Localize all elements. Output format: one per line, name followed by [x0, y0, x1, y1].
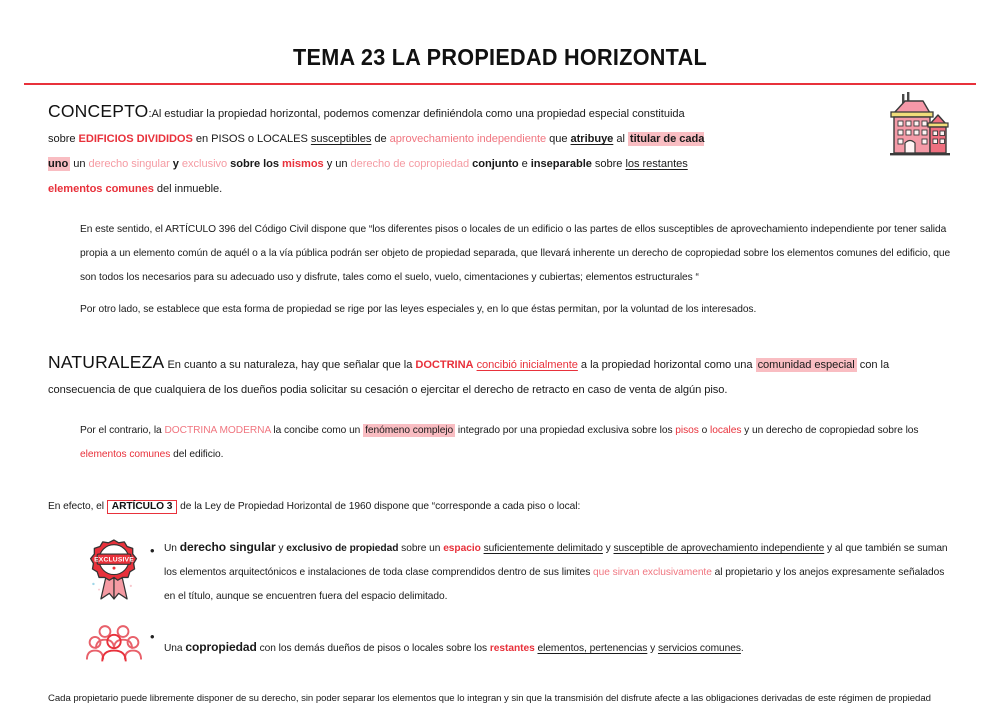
moderna-text-c: integrado por una propiedad exclusiva sobre los: [455, 425, 676, 437]
concepto-text-n: del inmueble.: [153, 183, 223, 196]
concepto-colon: :: [148, 108, 152, 121]
concepto-restantes: los restantes: [625, 158, 688, 171]
naturaleza-comunidad-especial: comunidad especial: [757, 359, 855, 372]
moderna-text-b: la concibe como un: [270, 425, 364, 437]
b2-elementos-pertenencias: elementos, pertenencias: [537, 643, 648, 655]
b2-text-b: con los demás dueños de pisos o locales sobre los: [256, 643, 490, 655]
section-concepto: [48, 99, 952, 202]
moderna-text-e: y un derecho de copropiedad sobre los: [741, 425, 919, 437]
concepto-heading: CONCEPTO: [48, 101, 149, 122]
moderna-pisos: pisos: [675, 425, 699, 437]
bullet-text-2: [164, 621, 952, 661]
b1-text-e: y: [602, 543, 614, 555]
quote-articulo-396: En este sentido, el ARTÍCULO 396 del Código Civil dispone que “los diferentes pisos o locales de un edificio o las partes de ellos susceptibles de aprovechamiento independiente por tener salida propia a un elemento común de aquél o a la vía pública podrán ser objeto de propiedad separada, que llevará inherente un derecho de copropiedad sobre los elementos comunes del edificio, que son todos los necesarios para su adecuado uso y disfrute, tales como el suelo, vuelo, cimentaciones y cubiertas; elementos estructurales “: [80, 224, 951, 284]
concepto-titular-highlight: titular de cada uno: [48, 133, 705, 171]
section-naturaleza-moderna: [80, 419, 952, 467]
naturaleza-doctrina: DOCTRINA: [415, 359, 474, 372]
concepto-copropiedad: derecho de copropiedad: [350, 158, 470, 171]
concepto-text-d: que: [546, 133, 571, 146]
b2-copropiedad: copropiedad: [185, 640, 257, 655]
b1-text-f: y al que también se suman los elementos arquitectónicos e instalaciones de toda clase comprendidos dentro de sus limites: [164, 543, 948, 579]
list-item: [78, 621, 952, 669]
b2-text-a: Una: [164, 643, 186, 655]
bullet-marker: •: [150, 629, 155, 645]
articulo-text-b: de la Ley de Propiedad Horizontal de 1960 dispone que “corresponde a cada piso o local:: [177, 501, 581, 513]
concepto-text-g: y: [169, 158, 182, 171]
moderna-text-a: Por el contrario, la: [80, 425, 165, 437]
concepto-text-l: sobre: [591, 158, 626, 171]
articulo-3-boxed-label: ARTÍCULO 3: [107, 500, 178, 514]
naturaleza-moderna-paragraph: [80, 419, 952, 467]
b1-text-a: Un: [164, 543, 180, 555]
bullet-text-1: [164, 535, 952, 609]
b1-text-c: sobre un: [398, 543, 444, 555]
b1-exclusivo-propiedad: exclusivo de propiedad: [286, 543, 399, 555]
section-closing: [48, 687, 952, 711]
concepto-text-i: y un: [323, 158, 351, 171]
concepto-text-b: en PISOS o LOCALES: [192, 133, 311, 146]
section-articulo-3: [48, 495, 952, 519]
list-item: [78, 535, 952, 609]
b2-text-d: y: [647, 643, 658, 655]
bullet-1-paragraph: [164, 535, 952, 609]
quote-leyes-especiales: Por otro lado, se establece que esta forma de propiedad se rige por las leyes especiales y, en lo que éstas permitan, por la voluntad de los interesados.: [80, 304, 757, 316]
svg-text:EXCLUSIVE: EXCLUSIVE: [94, 557, 134, 565]
closing-paragraph: Cada propietario puede libremente disponer de su derecho, sin poder separar los elementos que lo integran y sin que la transmisión del disfrute afecte a las obligaciones derivadas de este régimen de propiedad: [48, 693, 931, 705]
concepto-paragraph: [48, 99, 952, 202]
bullet-marker: •: [150, 543, 155, 559]
concepto-mismos: mismos: [282, 158, 324, 171]
concepto-conjunto: conjunto: [472, 158, 519, 171]
concepto-derecho-singular: derecho singular: [88, 158, 170, 171]
b1-text-g: al propietario y los anejos expresamente señalados en el título, aunque se encuentren fuera del espacio delimitado.: [164, 567, 945, 603]
b2-servicios-comunes: servicios comunes: [657, 643, 741, 655]
concepto-text-a: Al estudiar la propiedad horizontal, podemos comenzar definiéndola como una propiedad especial constituida sobre: [48, 108, 685, 146]
document-body: [0, 85, 1000, 711]
concepto-text-f: un: [70, 158, 89, 171]
moderna-text-f: del edificio.: [170, 449, 224, 461]
b1-text-b: y: [275, 543, 287, 555]
concepto-atribuye: atribuye: [570, 133, 614, 146]
b1-suficientemente-delimitado: suficientemente delimitado: [483, 543, 603, 555]
moderna-fenomeno-complejo: fenómeno complejo: [365, 425, 454, 437]
concepto-text-k: e: [518, 158, 531, 171]
page-title: TEMA 23 LA PROPIEDAD HORIZONTAL: [293, 44, 707, 70]
people-group-icon: [78, 621, 150, 669]
moderna-doctrina-moderna: DOCTRINA MODERNA: [164, 425, 271, 437]
naturaleza-text-d: con la consecuencia de que cualquiera de los dueños podia solicitar su cesación o ejercitar el derecho de retracto en caso de venta de algún piso.: [48, 359, 890, 397]
exclusive-badge-icon: [78, 535, 150, 601]
section-naturaleza: [48, 350, 952, 403]
b1-espacio: espacio: [443, 543, 481, 555]
concepto-exclusivo: exclusivo: [181, 158, 228, 171]
naturaleza-paragraph: [48, 350, 952, 403]
naturaleza-heading: NATURALEZA: [48, 352, 165, 373]
b1-derecho-singular: derecho singular: [179, 540, 276, 555]
section-concepto-quotes: [80, 218, 952, 322]
b2-restantes: restantes: [489, 643, 535, 655]
articulo-lead-paragraph: [48, 495, 952, 519]
concepto-text-e: al: [613, 133, 628, 146]
moderna-text-d: o: [698, 425, 711, 437]
naturaleza-text-a: En cuanto a su naturaleza, hay que señalar que la: [164, 359, 416, 372]
concepto-text-h: sobre los: [227, 158, 283, 171]
concepto-edificios-divididos: EDIFICIOS DIVIDIDOS: [78, 133, 193, 146]
concepto-aprovechamiento: aprovechamiento independiente: [389, 133, 547, 146]
concepto-susceptibles: susceptibles: [310, 133, 372, 146]
moderna-elementos-comunes: elementos comunes: [80, 449, 171, 461]
b1-que-sirvan-exclusivamente: que sirvan exclusivamente: [593, 567, 712, 579]
concepto-elementos-comunes: elementos comunes: [48, 183, 154, 196]
bullet-2-paragraph: [164, 621, 952, 661]
concepto-inseparable: inseparable: [530, 158, 592, 171]
concepto-text-c: de: [371, 133, 390, 146]
building-icon: [878, 91, 956, 161]
naturaleza-text-c: a la propiedad horizontal como una: [577, 359, 756, 372]
naturaleza-concibio: concibió inicialmente: [476, 359, 578, 372]
b1-susceptible-aprovechamiento: susceptible de aprovechamiento independiente: [613, 543, 825, 555]
moderna-locales: locales: [710, 425, 742, 437]
articulo-text-a: En efecto, el: [48, 501, 107, 513]
b2-text-e: .: [740, 643, 744, 655]
